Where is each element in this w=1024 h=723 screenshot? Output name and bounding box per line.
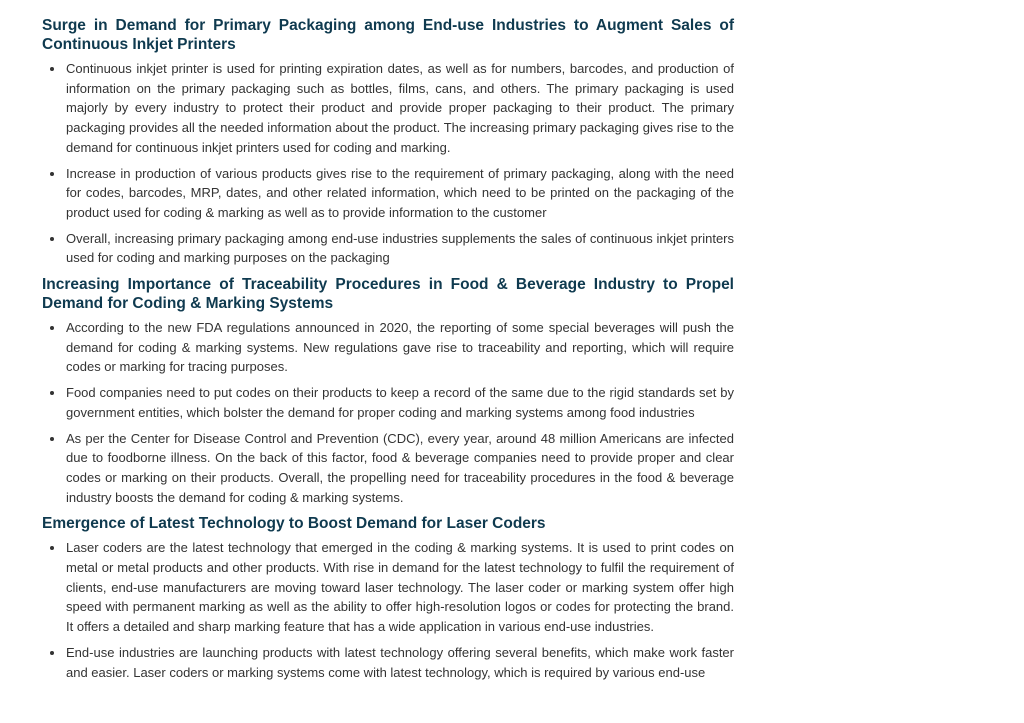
- bullet-item: Overall, increasing primary packaging among end-use industries supplements the sales of continuous inkjet printers used for coding and marking purposes on the packaging: [66, 229, 734, 268]
- bullet-item: Increase in production of various products gives rise to the requirement of primary packaging, along with the need for codes, barcodes, MRP, dates, and other related information, which need to be printed on the packaging of the product used for coding & marking as well as to provide information to the customer: [66, 164, 734, 223]
- bullet-item: End-use industries are launching products with latest technology offering several benefits, which make work faster and easier. Laser coders or marking systems come with latest technology, which is required by various end-use: [66, 643, 734, 682]
- bullet-list: [42, 59, 734, 268]
- bullet-item: As per the Center for Disease Control and Prevention (CDC), every year, around 48 million Americans are infected due to foodborne illness. On the back of this factor, food & beverage companies need to provide proper and clear codes or marking on their products. Overall, the propelling need for traceability procedures in the food & beverage industry boosts the demand for coding & marking systems.: [66, 429, 734, 508]
- section-heading: Emergence of Latest Technology to Boost Demand for Laser Coders: [42, 515, 546, 533]
- bullet-list: [42, 318, 734, 507]
- bullet-item: According to the new FDA regulations announced in 2020, the reporting of some special beverages will push the demand for coding & marking systems. New regulations gave rise to traceability and reporting, which will require codes or marking for tracing purposes.: [66, 318, 734, 377]
- section-traceability: [42, 275, 734, 507]
- document-content: [42, 16, 734, 689]
- bullet-item: Laser coders are the latest technology that emerged in the coding & marking systems. It is used to print codes on metal or metal products and other products. With rise in demand for the latest technology to fulfil the requirement of clients, end-use manufacturers are moving toward laser technology. The laser coder or marking system offer high speed with permanent marking as well as the ability to offer high-resolution logos or codes for protecting the brand. It offers a detailed and sharp marking feature that has a wide application in various end-use industries.: [66, 538, 734, 637]
- section-heading: Surge in Demand for Primary Packaging among End-use Industries to Augment Sales of Continuous Inkjet Printers: [42, 17, 734, 53]
- bullet-item: Food companies need to put codes on their products to keep a record of the same due to the rigid standards set by government entities, which bolster the demand for proper coding and marking systems among food industries: [66, 383, 734, 422]
- section-primary-packaging: [42, 16, 734, 268]
- section-heading: Increasing Importance of Traceability Procedures in Food & Beverage Industry to Propel Demand for Coding & Marking Systems: [42, 276, 734, 313]
- section-laser-coders: [42, 514, 734, 682]
- bullet-list: [42, 538, 734, 682]
- bullet-item: Continuous inkjet printer is used for printing expiration dates, as well as for numbers, barcodes, and production of information on the primary packaging such as bottles, films, cans, and others. The primary packaging is used majorly by every industry to protect their product and provide proper packaging to their product. The primary packaging provides all the needed information about the product. The increasing primary packaging gives rise to the demand for continuous inkjet printers used for coding and marking.: [66, 59, 734, 158]
